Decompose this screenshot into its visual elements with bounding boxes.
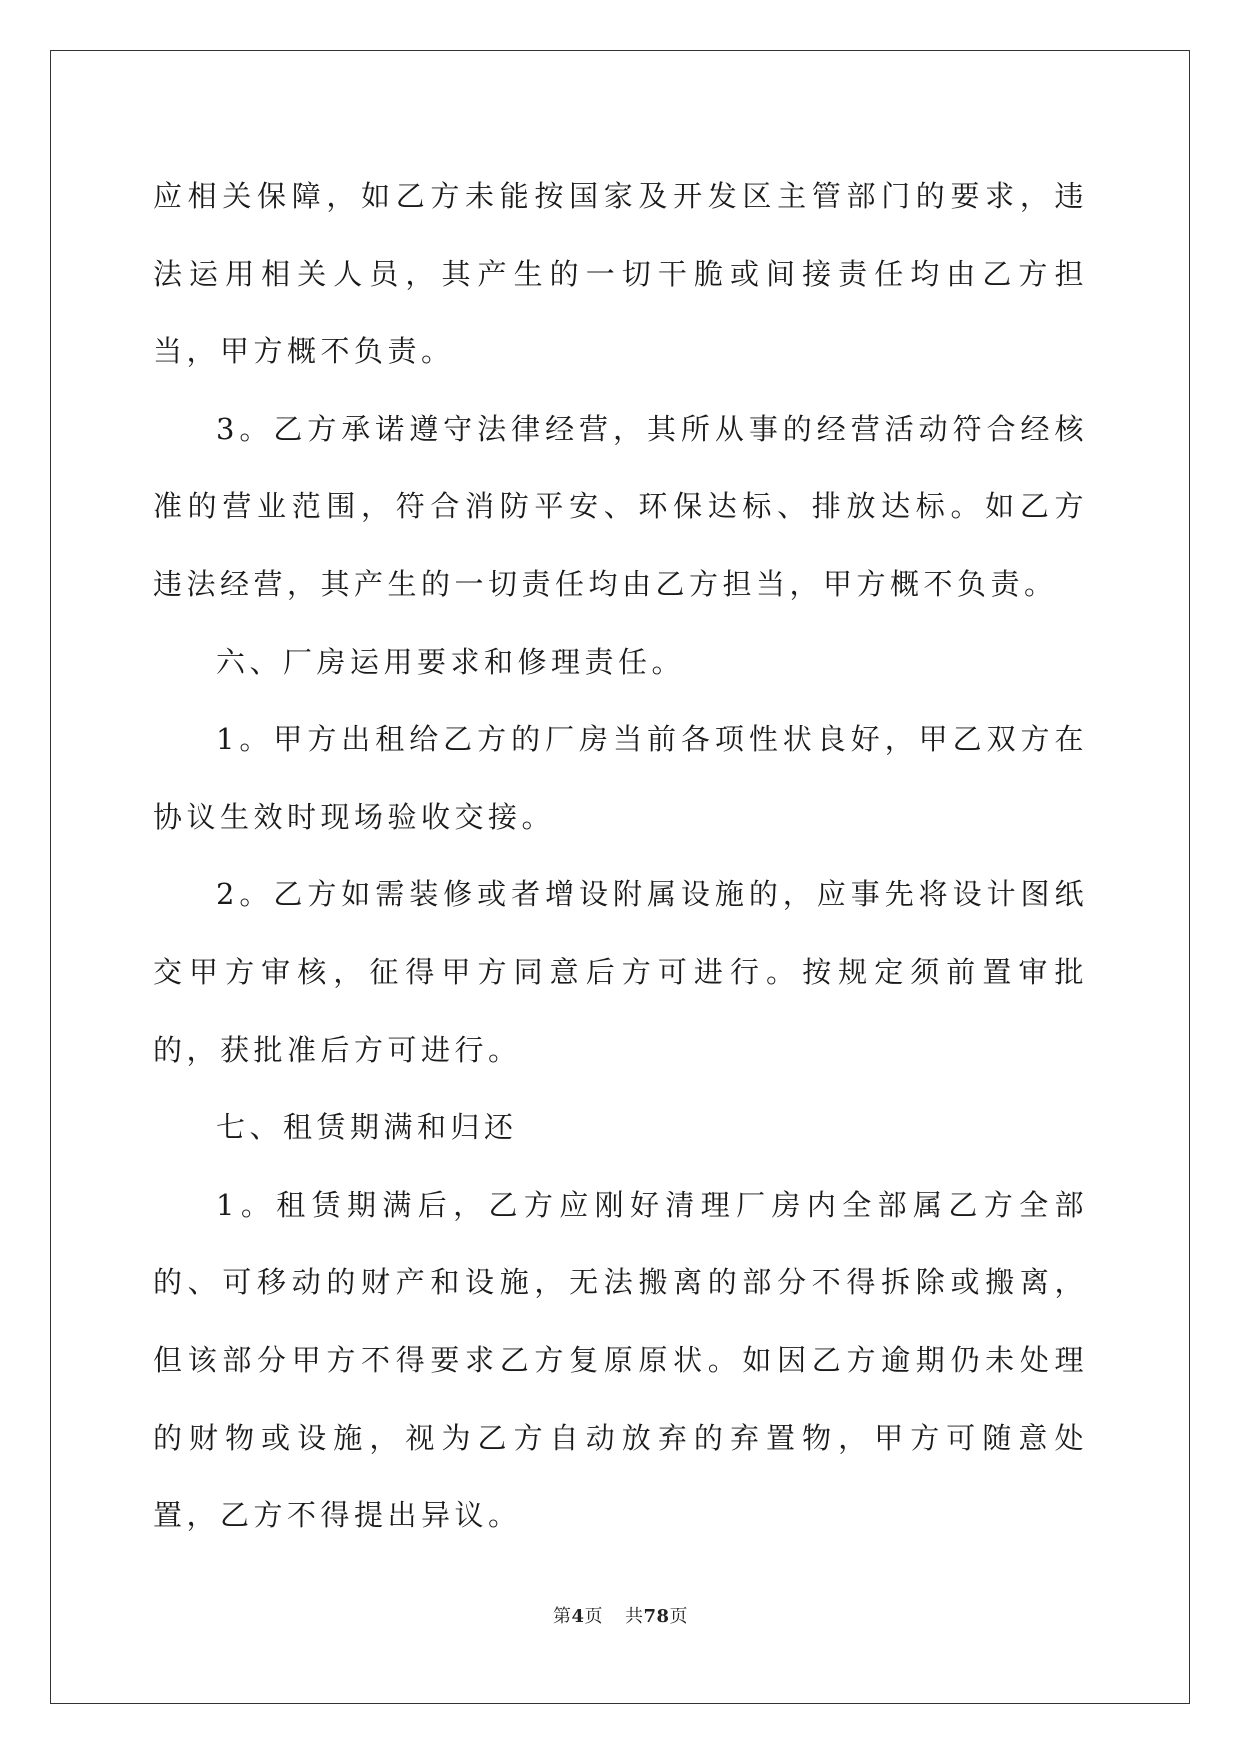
paragraph-3: 1。甲方出租给乙方的厂房当前各项性状良好，甲乙双方在协议生效时现场验收交接。 bbox=[153, 722, 1088, 834]
paragraph-1: 应相关保障，如乙方未能按国家及开发区主管部门的要求，违法运用相关人员，其产生的一切干脆或间接责任均由乙方担当，甲方概不负责。 bbox=[153, 179, 1088, 369]
footer-page-suffix: 页 bbox=[584, 1606, 603, 1627]
paragraph-5: 1。租赁期满后，乙方应刚好清理厂房内全部属乙方全部的、可移动的财产和设施，无法搬离的部分不得拆除或搬离，但该部分甲方不得要求乙方复原原状。如因乙方逾期仍未处理的财物或设施，视为乙方自动放弃的弃置物，甲方可随意处置，乙方不得提出异议。 bbox=[153, 1187, 1088, 1533]
document-body bbox=[153, 158, 1088, 1555]
section-heading-7: 七、租赁期满和归还 bbox=[216, 1110, 518, 1145]
paragraph-2: 3。乙方承诺遵守法律经营，其所从事的经营活动符合经核准的营业范围，符合消防平安、环保达标、排放达标。如乙方违法经营，其产生的一切责任均由乙方担当，甲方概不负责。 bbox=[153, 411, 1088, 601]
page-number: 4 bbox=[571, 1606, 585, 1627]
total-pages: 78 bbox=[643, 1606, 670, 1627]
page-footer bbox=[0, 1602, 1241, 1628]
footer-total-prefix: 共 bbox=[624, 1606, 644, 1627]
paragraph-4: 2。乙方如需装修或者增设附属设施的，应事先将设计图纸交甲方审核，征得甲方同意后方可进行。按规定须前置审批的，获批准后方可进行。 bbox=[153, 877, 1088, 1067]
section-heading-6: 六、厂房运用要求和修理责任。 bbox=[216, 644, 686, 679]
footer-prefix: 第 bbox=[552, 1606, 572, 1627]
footer-total-suffix: 页 bbox=[669, 1606, 689, 1627]
